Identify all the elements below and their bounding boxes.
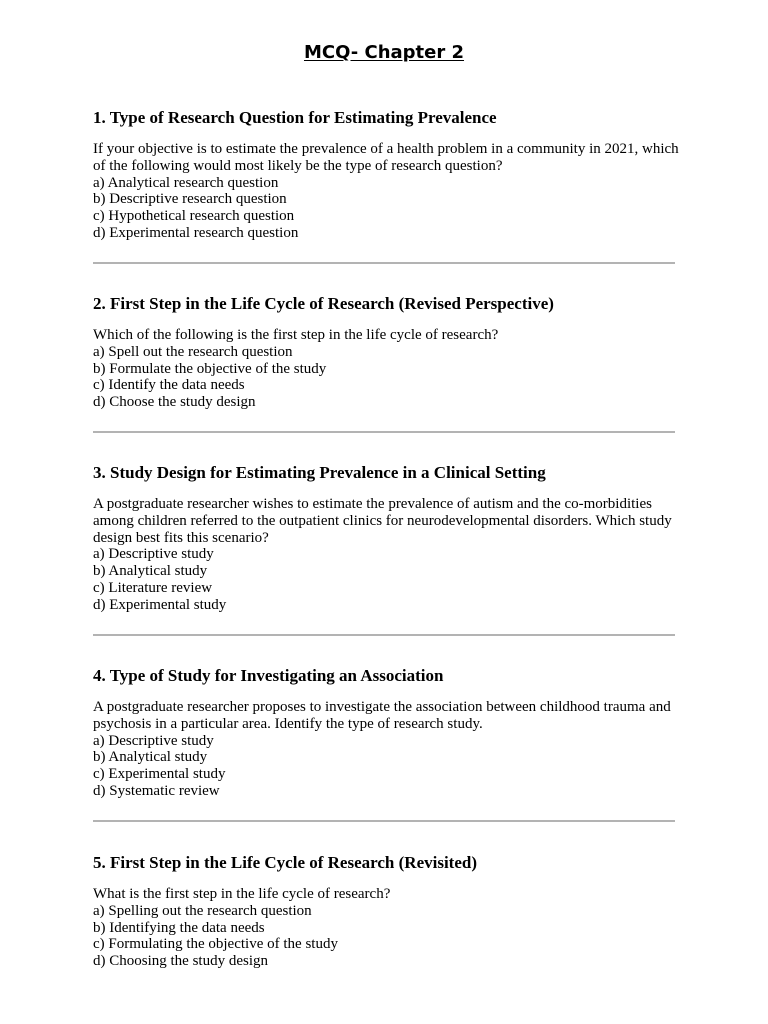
answer-option-b: b) Formulate the objective of the study [93,360,327,377]
answer-option-a: a) Spell out the research question [93,343,293,360]
answer-option-a: a) Spelling out the research question [93,902,312,919]
answer-option-d: d) Experimental research question [93,224,299,241]
question-heading: 5. First Step in the Life Cycle of Research (Revisited) [93,853,477,872]
answer-option-a: a) Descriptive study [93,546,214,563]
question-text: A postgraduate researcher proposes to investigate the association between childhood trauma and psychosis in a particular area. Identify the type of research study. [93,699,671,732]
horizontal-divider [93,262,675,264]
answer-option-a: a) Analytical research question [93,174,279,191]
question-5 [93,852,683,970]
answer-option-d: d) Experimental study [93,596,227,613]
question-heading: 4. Type of Study for Investigating an Association [93,666,444,685]
question-text: What is the first step in the life cycle of research? [93,886,391,902]
answer-option-d: d) Systematic review [93,782,220,799]
question-body [93,327,683,411]
question-text: If your objective is to estimate the prevalence of a health problem in a community in 2021, which of the following would most likely be the type of research question? [93,141,679,174]
question-body [93,496,683,614]
question-body [93,141,683,242]
answer-option-b: b) Analytical study [93,563,208,580]
horizontal-divider [93,820,675,822]
question-body [93,699,683,800]
question-3 [93,462,683,614]
question-body [93,886,683,970]
answer-option-c: c) Literature review [93,579,213,596]
answer-option-c: c) Identify the data needs [93,377,245,394]
question-text: A postgraduate researcher wishes to estimate the prevalence of autism and the co-morbidities among children referred to the outpatient clinics for neurodevelopmental disorders. Which study design best fits this scenario? [93,496,672,546]
answer-option-a: a) Descriptive study [93,732,214,749]
question-heading: 2. First Step in the Life Cycle of Research (Revised Perspective) [93,294,554,313]
question-heading: 3. Study Design for Estimating Prevalence in a Clinical Setting [93,463,546,482]
answer-option-b: b) Identifying the data needs [93,919,265,936]
answer-option-c: c) Experimental study [93,766,226,783]
question-1 [93,107,683,242]
horizontal-divider [93,634,675,636]
answer-option-b: b) Descriptive research question [93,191,287,208]
question-text: Which of the following is the first step in the life cycle of research? [93,327,499,343]
answer-option-b: b) Analytical study [93,749,208,766]
question-2 [93,293,683,411]
question-heading: 1. Type of Research Question for Estimating Prevalence [93,108,497,127]
horizontal-divider [93,431,675,433]
question-4 [93,665,683,800]
answer-option-c: c) Formulating the objective of the study [93,936,338,953]
answer-option-c: c) Hypothetical research question [93,208,295,225]
answer-option-d: d) Choose the study design [93,394,256,411]
page-title: MCQ- Chapter 2 [303,42,465,63]
answer-option-d: d) Choosing the study design [93,953,268,970]
